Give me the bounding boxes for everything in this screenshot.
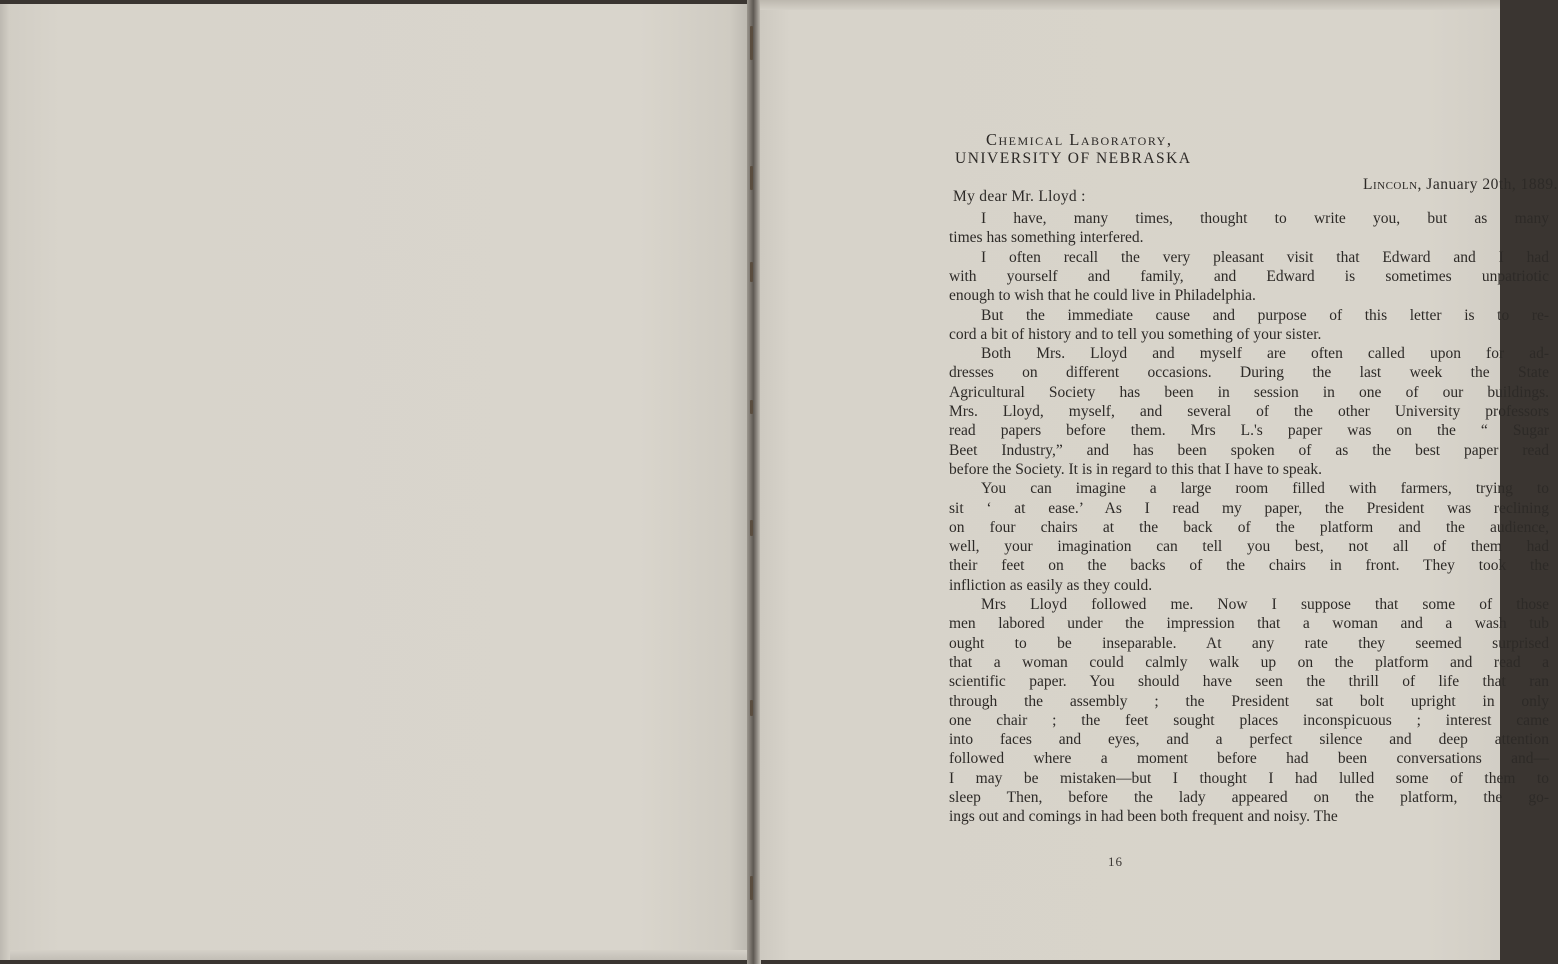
body-line: Agricultural Society has been in session in one of our buildings. [949, 383, 1549, 401]
body-line: enough to wish that he could live in Philadelphia. [949, 287, 1256, 305]
body-line: through the assembly ; the President sat bolt upright in only [949, 692, 1549, 710]
left-page-bottom-edge [10, 950, 752, 960]
body-line: one chair ; the feet sought places inconspicuous ; interest came [949, 711, 1549, 729]
body-line: sleep Then, before the lady appeared on the platform, the go- [949, 789, 1549, 806]
body-line: infliction as easily as they could. [949, 576, 1153, 594]
dateline [1363, 176, 1558, 194]
letterhead-line-2: UNIVERSITY OF NEBRASKA [955, 150, 1192, 167]
salutation: My dear Mr. Lloyd : [953, 188, 1086, 205]
body-line: on four chairs at the back of the platform and the audience, [949, 518, 1549, 536]
body-line: men labored under the impression that a woman and a wash tub [949, 615, 1549, 633]
binding-stitch [750, 166, 753, 190]
right-page [760, 4, 1558, 960]
binding-stitch [750, 520, 753, 536]
body-line: ought to be inseparable. At any rate they seemed surprised [949, 634, 1549, 652]
dateline-place: Lincoln, [1363, 176, 1422, 193]
body-line: with yourself and family, and Edward is sometimes unpatriotic [949, 267, 1549, 285]
body-line: I may be mistaken—but I thought I had lulled some of them to [949, 769, 1549, 787]
left-page-edge [0, 4, 10, 960]
body-line: into faces and eyes, and a perfect silence and deep attention [949, 731, 1549, 749]
body-line: Both Mrs. Lloyd and myself are often called upon for ad- [981, 345, 1549, 363]
body-line: You can imagine a large room filled with farmers, trying to [981, 480, 1549, 498]
body-line: scientific paper. You should have seen the thrill of life that ran [949, 673, 1549, 691]
right-page-top-edge [760, 0, 1500, 10]
body-line: Mrs. Lloyd, myself, and several of the other University professors [949, 403, 1549, 420]
body-line: their feet on the backs of the chairs in front. They took the [949, 557, 1549, 575]
body-line: I often recall the very pleasant visit that Edward and I had [981, 248, 1549, 266]
body-line: Mrs Lloyd followed me. Now I suppose that some of those [981, 596, 1549, 613]
body-line: sit ‘ at ease.’ As I read my paper, the President was reclining [949, 499, 1549, 517]
book-gutter [747, 0, 761, 964]
body-line: cord a bit of history and to tell you something of your sister. [949, 325, 1322, 343]
body-line: I have, many times, thought to write you, but as many [981, 210, 1549, 227]
binding-stitch [750, 26, 753, 60]
left-page-blank [0, 4, 752, 960]
body-line: ings out and comings in had been both frequent and noisy. The [949, 808, 1338, 826]
dateline-date: January 20th, 1889. [1426, 176, 1558, 193]
letterhead-line-1: Chemical Laboratory, [986, 130, 1173, 149]
body-line: that a woman could calmly walk up on the platform and read a [949, 653, 1549, 671]
body-line: read papers before them. Mrs L.'s paper was on the “ Sugar [949, 422, 1549, 440]
body-line: before the Society. It is in regard to this that I have to speak. [949, 460, 1323, 478]
binding-stitch [750, 400, 753, 414]
body-line: dresses on different occasions. During the last week the State [949, 364, 1549, 382]
body-line: Beet Industry,” and has been spoken of as the best paper read [949, 441, 1549, 459]
binding-stitch [750, 700, 753, 716]
body-line: well, your imagination can tell you best, not all of them had [949, 538, 1549, 556]
page-number: 16 [1108, 854, 1123, 869]
body-line: But the immediate cause and purpose of this letter is to re- [981, 306, 1549, 324]
body-line: times has something interfered. [949, 229, 1144, 247]
binding-stitch [750, 876, 753, 900]
binding-stitch [750, 262, 753, 282]
body-line: followed where a moment before had been conversations and— [949, 750, 1549, 768]
